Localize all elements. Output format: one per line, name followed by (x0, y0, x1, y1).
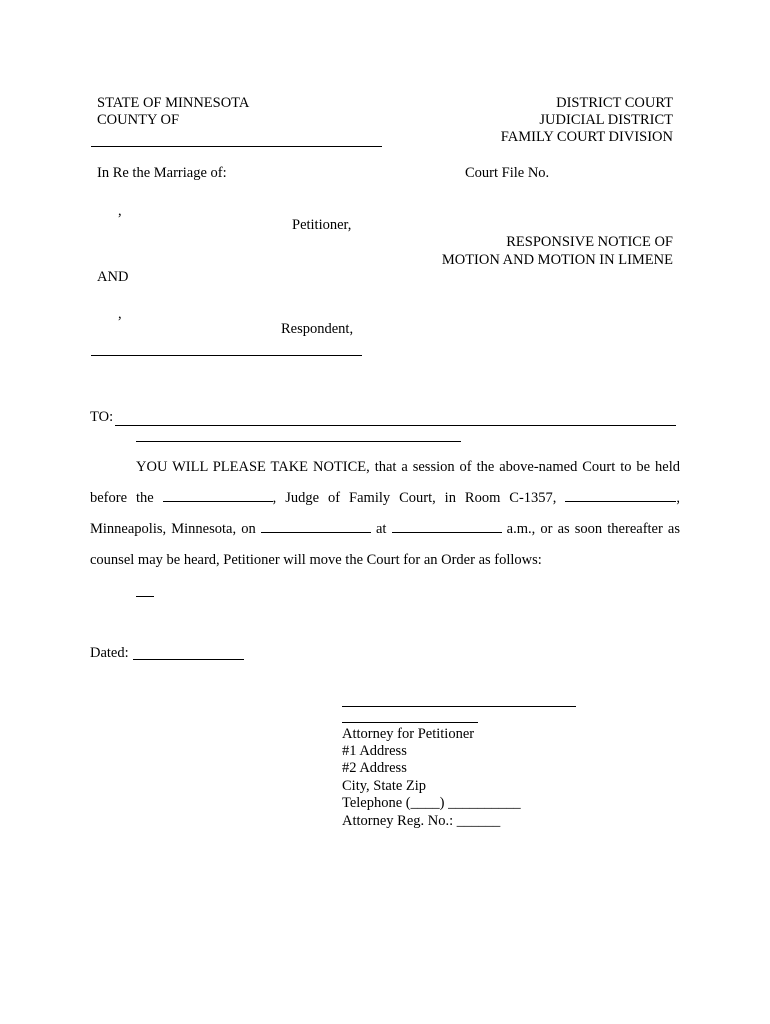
dated-label: Dated: (90, 645, 129, 661)
division-label: FAMILY COURT DIVISION (500, 129, 673, 145)
attorney-name-rule (342, 722, 478, 723)
notice-line-3-a: Minneapolis, Minnesota, on (90, 521, 256, 537)
notice-line-3 (90, 514, 680, 545)
to-rule-2 (136, 441, 461, 442)
caption-bottom-rule (91, 355, 362, 356)
telephone-line: Telephone (____) __________ (342, 795, 521, 811)
city-state-zip: City, State Zip (342, 778, 427, 794)
signature-rule (342, 706, 576, 707)
attorney-role: Attorney for Petitioner (342, 726, 475, 742)
notice-line-4: counsel may be heard, Petitioner will move the Court for an Order as follows: (90, 552, 542, 568)
notice-line-2-b: , Judge of Family Court, in Room C-1357, (272, 490, 557, 506)
attorney-reg-no: Attorney Reg. No.: ______ (342, 813, 501, 829)
county-label: COUNTY OF (97, 112, 180, 128)
address-line-2: #2 Address (342, 760, 407, 776)
room-blank (565, 488, 676, 502)
to-rule-1 (115, 425, 676, 426)
judge-blank (163, 488, 273, 502)
in-re-label: In Re the Marriage of: (97, 165, 227, 181)
address-line-1: #1 Address (342, 743, 407, 759)
order-item-rule (136, 596, 154, 597)
state-label: STATE OF MINNESOTA (97, 95, 250, 111)
notice-line-2-a: before the (90, 490, 154, 506)
date-blank (261, 519, 371, 533)
court-label: DISTRICT COURT (556, 95, 673, 111)
notice-line-2 (90, 483, 680, 514)
title-line-1: RESPONSIVE NOTICE OF (506, 234, 673, 250)
respondent-label: Respondent, (281, 321, 354, 337)
dated-rule (133, 659, 244, 660)
county-rule (91, 146, 382, 147)
petitioner-label: Petitioner, (292, 217, 352, 233)
district-label: JUDICIAL DISTRICT (539, 112, 673, 128)
respondent-comma: , (118, 306, 122, 322)
and-label: AND (97, 269, 129, 285)
to-label: TO: (90, 409, 114, 425)
court-file-label: Court File No. (465, 165, 550, 181)
petitioner-comma: , (118, 203, 122, 219)
notice-line-1: YOU WILL PLEASE TAKE NOTICE, that a session of the above-named Court to be held (136, 459, 680, 475)
notice-line-3-b: at (375, 521, 387, 537)
title-line-2: MOTION AND MOTION IN LIMENE (441, 252, 673, 268)
time-blank (392, 519, 502, 533)
notice-line-2-c: , (676, 490, 681, 506)
notice-line-3-c: a.m., or as soon thereafter as (506, 521, 681, 537)
